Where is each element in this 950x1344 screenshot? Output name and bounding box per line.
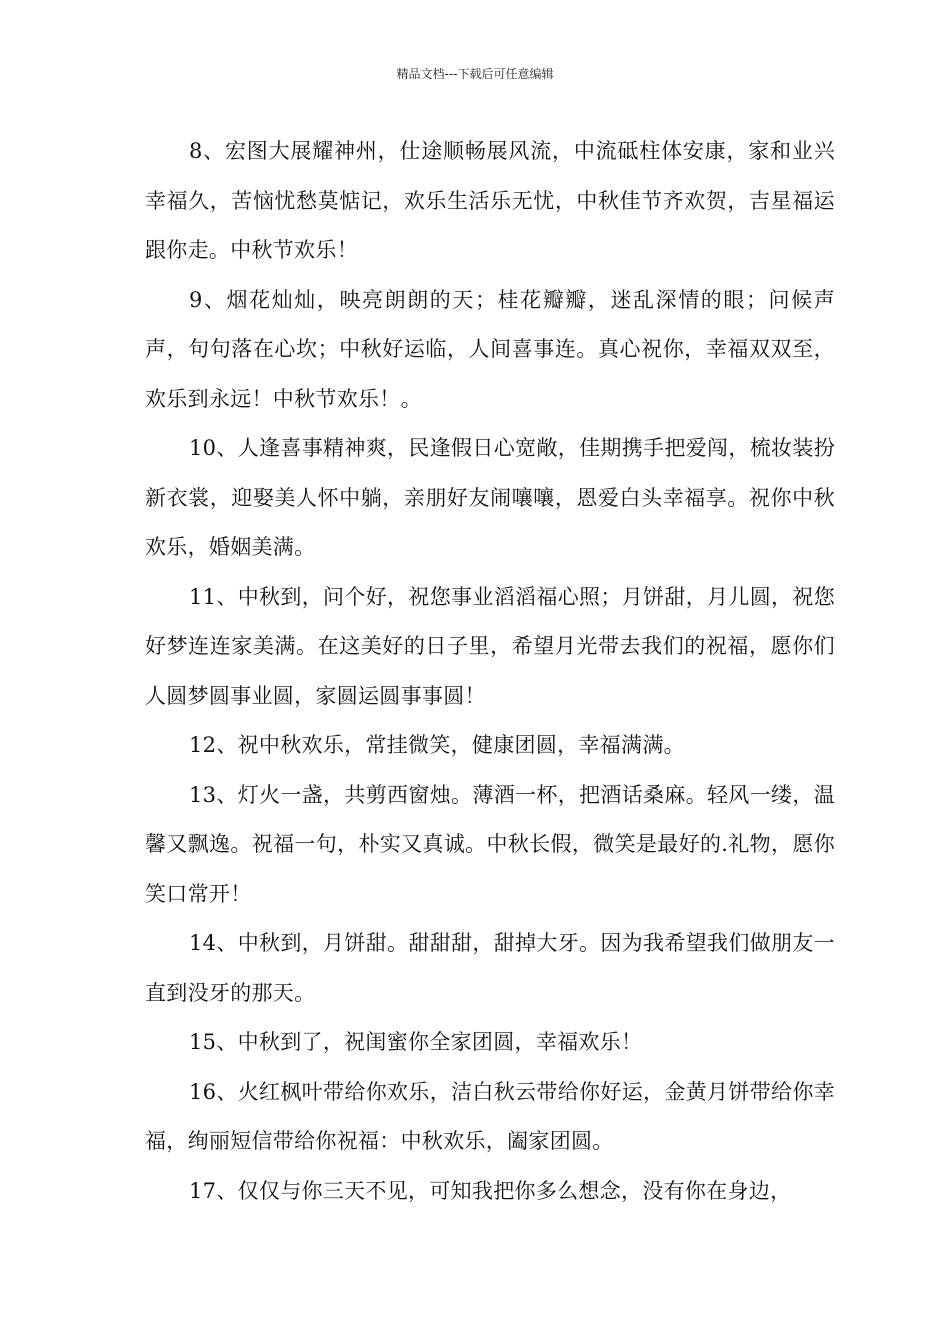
paragraph-17: 17、仅仅与你三天不见，可知我把你多么想念，没有你在身边，: [189, 1178, 792, 1203]
paragraph-15: 15、中秋到了，祝闺蜜你全家团圆，幸福欢乐！: [189, 1030, 643, 1054]
document-body: [145, 127, 835, 1216]
paragraph-10: 10、人逢喜事精神爽，民逢假日心宽敞，佳期携手把爱闯，梳妆装扮新衣裳，迎娶美人怀中躺，亲朋好友闹嚷嚷，恩爱白头幸福享。祝你中秋欢乐，婚姻美满。: [145, 436, 835, 559]
paragraph-16: 16、火红枫叶带给你欢乐，洁白秋云带给你好运，金黄月饼带给你幸福，绚丽短信带给你祝福：中秋欢乐，阖家团圆。: [145, 1079, 835, 1153]
paragraph-9: 9、烟花灿灿，映亮朗朗的天；桂花瓣瓣，迷乱深情的眼；问候声声，句句落在心坎；中秋好运临，人间喜事连。真心祝你，幸福双双至，欢乐到永远！中秋节欢乐！。: [145, 287, 835, 411]
paragraph-8: 8、宏图大展耀神州，仕途顺畅展风流，中流砥柱体安康，家和业兴幸福久，苦恼忧愁莫惦记，欢乐生活乐无忧，中秋佳节齐欢贺，吉星福运跟你走。中秋节欢乐！: [145, 139, 835, 262]
paragraph-14: 14、中秋到，月饼甜。甜甜甜，甜掉大牙。因为我希望我们做朋友一直到没牙的那天。: [145, 931, 835, 1005]
paragraph-13: 13、灯火一盏，共剪西窗烛。薄酒一杯，把酒话桑麻。轻风一缕，温馨又飘逸。祝福一句，朴实又真诚。中秋长假，微笑是最好的.礼物，愿你笑口常开！: [145, 782, 835, 906]
paragraph-11: 11、中秋到，问个好，祝您事业滔滔福心照；月饼甜，月儿圆，祝您好梦连连家美满。在这美好的日子里，希望月光带去我们的祝福，愿你们人圆梦圆事业圆，家圆运圆事事圆！: [145, 584, 835, 708]
page-header: 精品文档---下载后可任意编辑: [396, 67, 554, 81]
paragraph-12: 12、祝中秋欢乐，常挂微笑，健康团圆，幸福满满。: [189, 733, 685, 757]
